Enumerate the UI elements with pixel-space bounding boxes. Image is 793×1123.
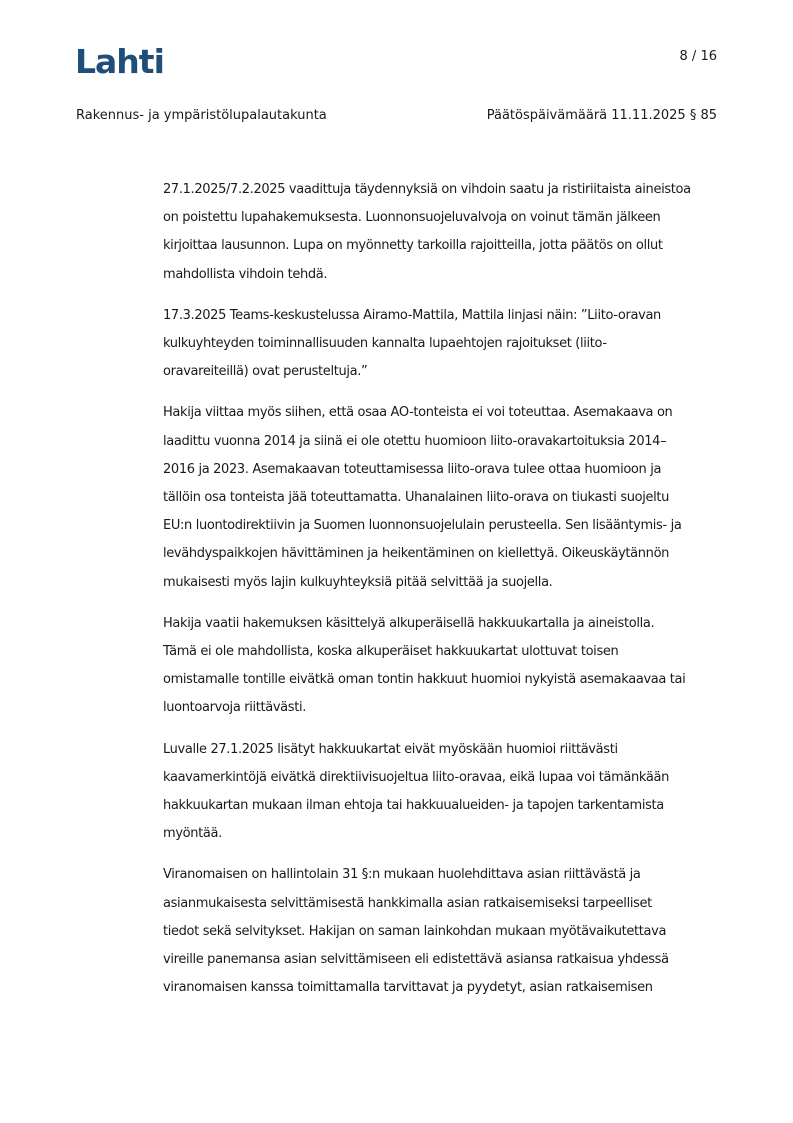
text-line: tällöin osa tonteista jää toteuttamatta. Uhanalainen liito-orava on tiukasti suojeltu: [163, 490, 670, 506]
text-line: luontoarvoja riittävästi.: [163, 700, 307, 716]
text-line: Hakija vaatii hakemuksen käsittelyä alkuperäisellä hakkuukartalla ja aineistolla.: [163, 615, 655, 631]
paragraph: [163, 736, 723, 849]
text-line: tiedot sekä selvitykset. Hakijan on saman lainkohdan mukaan myötävaikutettava: [163, 923, 667, 939]
text-line: Viranomaisen on hallintolain 31 §:n mukaan huolehdittava asian riittävästä ja: [163, 867, 641, 883]
text-line: 17.3.2025 Teams-keskustelussa Airamo-Mattila, Mattila linjasi näin: ”Liito-oravan: [163, 307, 661, 323]
paragraph: [163, 610, 723, 723]
paragraph: [163, 861, 723, 1002]
paragraph: [163, 176, 723, 289]
text-line: oravareiteillä) ovat perusteltuja.”: [163, 364, 368, 380]
text-line: kaavamerkintöjä eivätkä direktiivisuojeltua liito-oravaa, eikä lupaa voi tämänkään: [163, 769, 669, 785]
text-line: myöntää.: [163, 826, 222, 842]
text-line: Tämä ei ole mahdollista, koska alkuperäiset hakkuukartat ulottuvat toisen: [163, 644, 619, 660]
text-line: Luvalle 27.1.2025 lisätyt hakkuukartat eivät myöskään huomioi riittävästi: [163, 741, 618, 757]
text-line: 2016 ja 2023. Asemakaavan toteuttamisessa liito-orava tulee ottaa huomioon ja: [163, 461, 662, 477]
paragraph: [163, 399, 723, 596]
text-line: EU:n luontodirektiivin ja Suomen luonnonsuojelulain perusteella. Sen lisääntymis- ja: [163, 518, 682, 534]
text-line: omistamalle tontille eivätkä oman tontin hakkuut huomioi nykyistä asemakaavaa tai: [163, 672, 686, 688]
text-line: Hakija viittaa myös siihen, että osaa AO-tonteista ei voi toteuttaa. Asemakaava on: [163, 405, 673, 421]
text-line: 27.1.2025/7.2.2025 vaadittuja täydennyksiä on vihdoin saatu ja ristiriitaista aineistoa: [163, 182, 691, 197]
text-line: on poistettu lupahakemuksesta. Luonnonsuojeluvalvoja on voinut tämän jälkeen: [163, 210, 661, 226]
document-body: [163, 176, 723, 1015]
text-line: levähdyspaikkojen hävittäminen ja heikentäminen on kiellettyä. Oikeuskäytännön: [163, 546, 670, 562]
text-line: viranomaisen kanssa toimittamalla tarvittavat ja pyydetyt, asian ratkaisemisen: [163, 980, 653, 996]
lahti-logo: Lahti: [75, 42, 164, 81]
text-line: hakkuukartan mukaan ilman ehtoja tai hakkuualueiden- ja tapojen tarkentamista: [163, 798, 664, 814]
text-line: kulkuyhteyden toiminnallisuuden kannalta lupaehtojen rajoitukset (liito-: [163, 336, 607, 352]
decision-date: Päätöspäivämäärä 11.11.2025 § 85: [486, 108, 717, 123]
text-line: mukaisesti myös lajin kulkuyhteyksiä pitää selvittää ja suojella.: [163, 574, 553, 590]
text-line: kirjoittaa lausunnon. Lupa on myönnetty tarkoilla rajoitteilla, jotta päätös on ollut: [163, 238, 663, 254]
committee-name: Rakennus- ja ympäristölupalautakunta: [76, 108, 327, 123]
paragraph: [163, 302, 723, 387]
text-line: laadittu vuonna 2014 ja siinä ei ole otettu huomioon liito-oravakartoituksia 2014–: [163, 433, 667, 449]
text-line: mahdollista vihdoin tehdä.: [163, 266, 328, 282]
page-number: 8 / 16: [679, 49, 717, 64]
text-line: asianmukaisesta selvittämisestä hankkimalla asian ratkaisemiseksi tarpeelliset: [163, 895, 652, 911]
text-line: vireille panemansa asian selvittämiseen eli edistettävä asiansa ratkaisua yhdessä: [163, 952, 669, 968]
